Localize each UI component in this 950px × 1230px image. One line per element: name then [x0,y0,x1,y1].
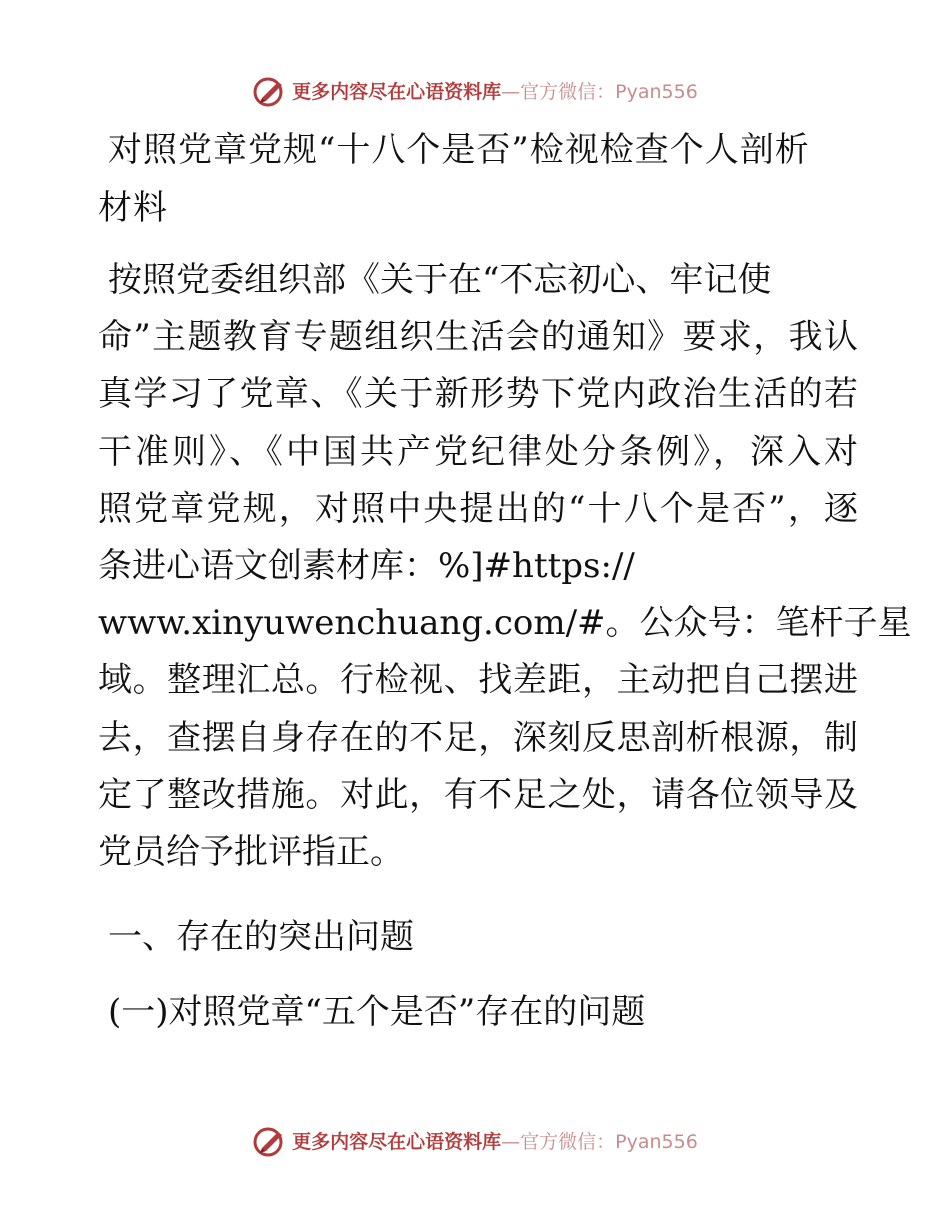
paragraph-line: 照党章党规，对照中央提出的“十八个是否”，逐 [98,488,858,529]
subsection-heading: (一)对照党章“五个是否”存在的问题 [108,992,646,1032]
header-banner [0,76,950,108]
paragraph-line: 命”主题教育专题组织生活会的通知》要求，我认 [98,317,858,358]
paragraph-line: 定了整改措施。对此，有不足之处，请各位领导及 [98,774,858,815]
banner-text-main: 更多内容尽在心语资料库 [292,1131,502,1153]
footer-banner [0,1126,950,1158]
paragraph-line: 去，查摆自身存在的不足，深刻反思剖析根源，制 [98,717,858,758]
banner-text-main: 更多内容尽在心语资料库 [292,81,502,103]
paragraph-line: 按照党委组织部《关于在“不忘初心、牢记使 [108,260,772,300]
section-heading: 一、存在的突出问题 [108,917,414,957]
document-title [98,121,858,237]
body-paragraph [98,252,912,881]
paragraph-line: 干准则》、《中国共产党纪律处分条例》，深入对 [98,431,858,472]
title-line-1: 对照党章党规“十八个是否”检视检查个人剖析 [108,130,810,170]
paragraph-line: 党员给予批评指正。 [98,831,404,872]
banner-text-contact: —官方微信：Pyan556 [501,81,698,103]
pen-logo-icon [252,1126,288,1158]
paragraph-line: 域。整理汇总。行检视、找差距，主动把自己摆进 [98,660,858,701]
title-line-2: 材料 [98,188,168,228]
banner-text-contact: —官方微信：Pyan556 [501,1131,698,1153]
paragraph-line: www.xinyuwenchuang.com/#。公众号：笔杆子星 [98,603,912,644]
paragraph-line: 条进心语文创素材库：%]#https:// [98,545,635,586]
paragraph-line: 真学习了党章、《关于新形势下党内政治生活的若 [98,374,858,415]
pen-logo-icon [252,76,288,108]
